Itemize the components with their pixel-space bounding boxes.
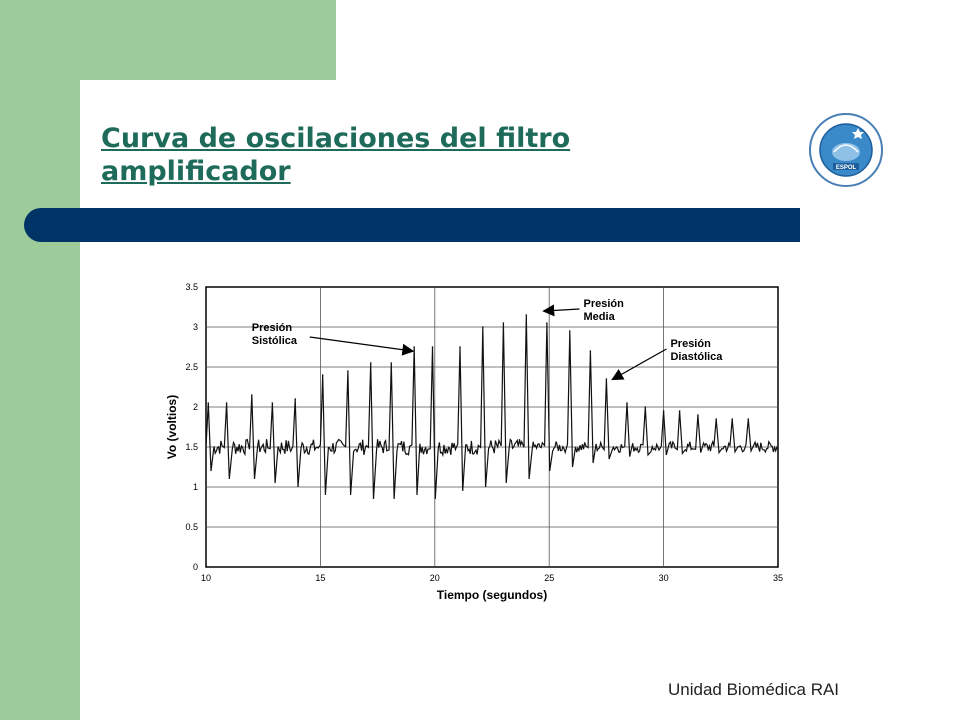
peak-point bbox=[322, 374, 324, 376]
y-tick-label: 2.5 bbox=[185, 362, 198, 372]
peak-point bbox=[251, 394, 253, 396]
peak-point bbox=[413, 346, 415, 348]
x-tick-label: 10 bbox=[200, 573, 212, 583]
peak-point bbox=[526, 314, 528, 316]
y-tick-label: 1 bbox=[192, 482, 198, 492]
slide-title[interactable]: Curva de oscilaciones del filtro amplificador bbox=[101, 123, 571, 187]
y-tick-label: 1.5 bbox=[185, 442, 198, 452]
annotation-label-line: Presión bbox=[583, 298, 624, 310]
top-accent bbox=[80, 0, 336, 80]
peak-point bbox=[294, 398, 296, 400]
y-tick-label: 0.5 bbox=[185, 522, 198, 532]
peak-point bbox=[503, 322, 505, 324]
oscillation-chart bbox=[160, 275, 790, 610]
title-bar bbox=[24, 208, 800, 242]
peak-point bbox=[391, 362, 393, 364]
peak-point bbox=[747, 418, 749, 420]
y-tick-label: 3.5 bbox=[185, 282, 198, 292]
annotation-label-line: Presión bbox=[670, 338, 711, 350]
peak-point bbox=[459, 346, 461, 348]
peak-point bbox=[644, 406, 646, 408]
x-tick-label: 25 bbox=[544, 573, 555, 583]
x-tick-label: 35 bbox=[772, 573, 784, 583]
footer-label: Unidad Biomédica RAI bbox=[668, 680, 840, 699]
annotation-label-line: Media bbox=[583, 311, 615, 323]
peak-point bbox=[679, 410, 681, 412]
peak-point bbox=[226, 402, 228, 404]
y-tick-label: 2 bbox=[192, 402, 198, 412]
peak-point bbox=[697, 414, 699, 416]
y-tick-label: 0 bbox=[192, 562, 198, 572]
peak-point bbox=[731, 418, 733, 420]
peak-point bbox=[347, 370, 349, 372]
x-axis-title: Tiempo (segundos) bbox=[436, 588, 548, 602]
peak-point bbox=[370, 362, 372, 364]
peak-point bbox=[715, 418, 717, 420]
peak-point bbox=[590, 350, 592, 352]
annotation-label-line: Presión bbox=[251, 322, 293, 334]
peak-point bbox=[207, 402, 209, 404]
x-tick-label: 20 bbox=[429, 573, 440, 583]
peak-point bbox=[432, 346, 434, 348]
peak-point bbox=[546, 322, 548, 324]
x-tick-label: 30 bbox=[658, 573, 669, 583]
annotation-label bbox=[252, 322, 298, 347]
espol-seal-icon bbox=[808, 112, 884, 188]
peak-point bbox=[569, 330, 571, 332]
x-tick-label: 15 bbox=[315, 573, 326, 583]
y-axis-title: Vo (voltios) bbox=[165, 394, 179, 460]
annotation-label-line: Sistólica bbox=[251, 335, 298, 347]
y-tick-label: 3 bbox=[192, 322, 198, 332]
logo-text: ESPOL bbox=[835, 165, 857, 171]
sidebar-stripe bbox=[0, 0, 80, 720]
annotation-label-line: Diastólica bbox=[670, 351, 723, 363]
peak-point bbox=[626, 402, 628, 404]
peak-point bbox=[606, 378, 608, 380]
peak-point bbox=[663, 410, 665, 412]
peak-point bbox=[482, 326, 484, 328]
peak-point bbox=[272, 402, 274, 404]
